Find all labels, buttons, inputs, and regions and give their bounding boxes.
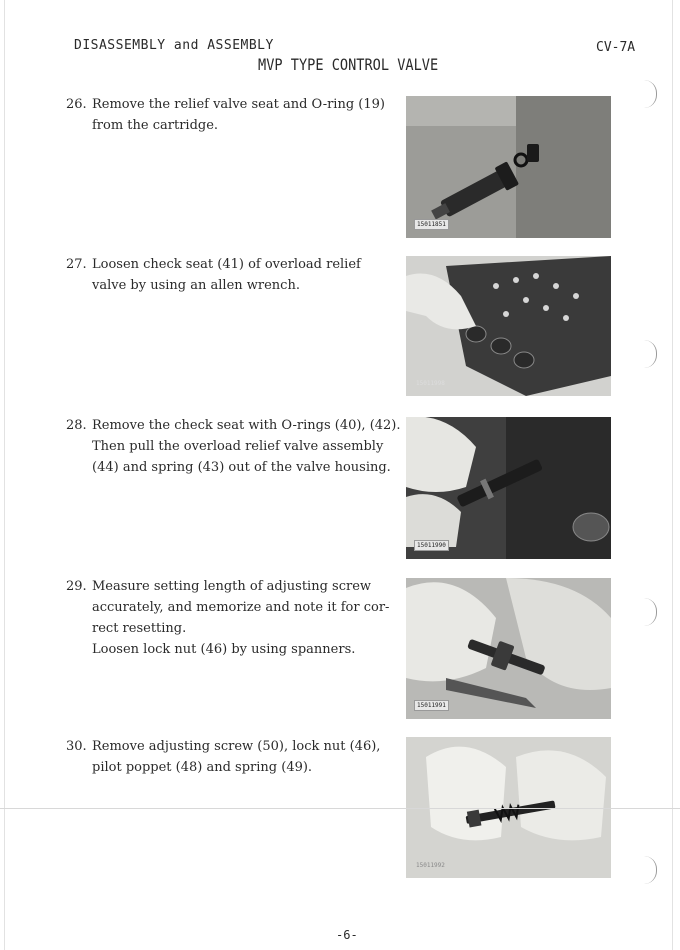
photo-overload-valve-image — [406, 417, 611, 559]
step-text-line: (44) and spring (43) out of the valve housing. — [92, 460, 391, 475]
photo-label: 15011992 — [416, 862, 445, 869]
step-30 — [66, 736, 406, 778]
step-text-line: accurately, and memorize and note it for cor- — [92, 600, 390, 615]
photo-lock-nut-image — [406, 578, 611, 719]
step-26 — [66, 94, 406, 136]
step-29 — [66, 576, 406, 660]
step-number: 29. — [66, 579, 87, 594]
step-number: 26. — [66, 97, 87, 112]
step-text-line: Remove adjusting screw (50), lock nut (46), — [92, 739, 381, 754]
step-27 — [66, 254, 406, 296]
step-text-line: from the cartridge. — [92, 118, 219, 133]
step-number: 30. — [66, 739, 87, 754]
photo-label: 15011991 — [414, 700, 449, 711]
photo-label: 15011998 — [416, 380, 445, 387]
page-number: -6- — [336, 928, 358, 942]
binder-hole-mark — [644, 80, 657, 108]
page-code: CV-7A — [596, 40, 636, 55]
section-heading: DISASSEMBLY and ASSEMBLY — [74, 38, 274, 53]
photo-step-28 — [406, 417, 611, 559]
photo-label: 15011990 — [414, 540, 449, 551]
step-text-line: Remove the relief valve seat and O-ring (19) — [92, 97, 385, 112]
photo-cartridge-image — [406, 96, 611, 238]
step-text-line: valve by using an allen wrench. — [92, 278, 300, 293]
binder-hole-mark — [644, 856, 657, 884]
step-text-line: pilot poppet (48) and spring (49). — [92, 760, 313, 775]
step-text-line: Remove the check seat with O-rings (40), (42). — [92, 418, 401, 433]
step-number: 28. — [66, 418, 87, 433]
step-text-line: Then pull the overload relief valve assembly — [92, 439, 384, 454]
step-text-line: rect resetting. — [92, 621, 187, 636]
photo-valve-housing-image — [406, 256, 611, 396]
step-28 — [66, 415, 406, 478]
photo-step-27 — [406, 256, 611, 396]
step-number: 27. — [66, 257, 87, 272]
step-text-line: Loosen lock nut (46) by using spanners. — [92, 642, 356, 657]
step-text-line: Loosen check seat (41) of overload relief — [92, 257, 361, 272]
scan-fold-line — [0, 808, 680, 809]
photo-step-26 — [406, 96, 611, 238]
binder-hole-mark — [644, 340, 657, 368]
binder-hole-mark — [644, 598, 657, 626]
photo-label: 15011851 — [414, 219, 449, 230]
photo-step-29 — [406, 578, 611, 719]
step-text-line: Measure setting length of adjusting screw — [92, 579, 372, 594]
page-title: MVP TYPE CONTROL VALVE — [258, 55, 439, 74]
